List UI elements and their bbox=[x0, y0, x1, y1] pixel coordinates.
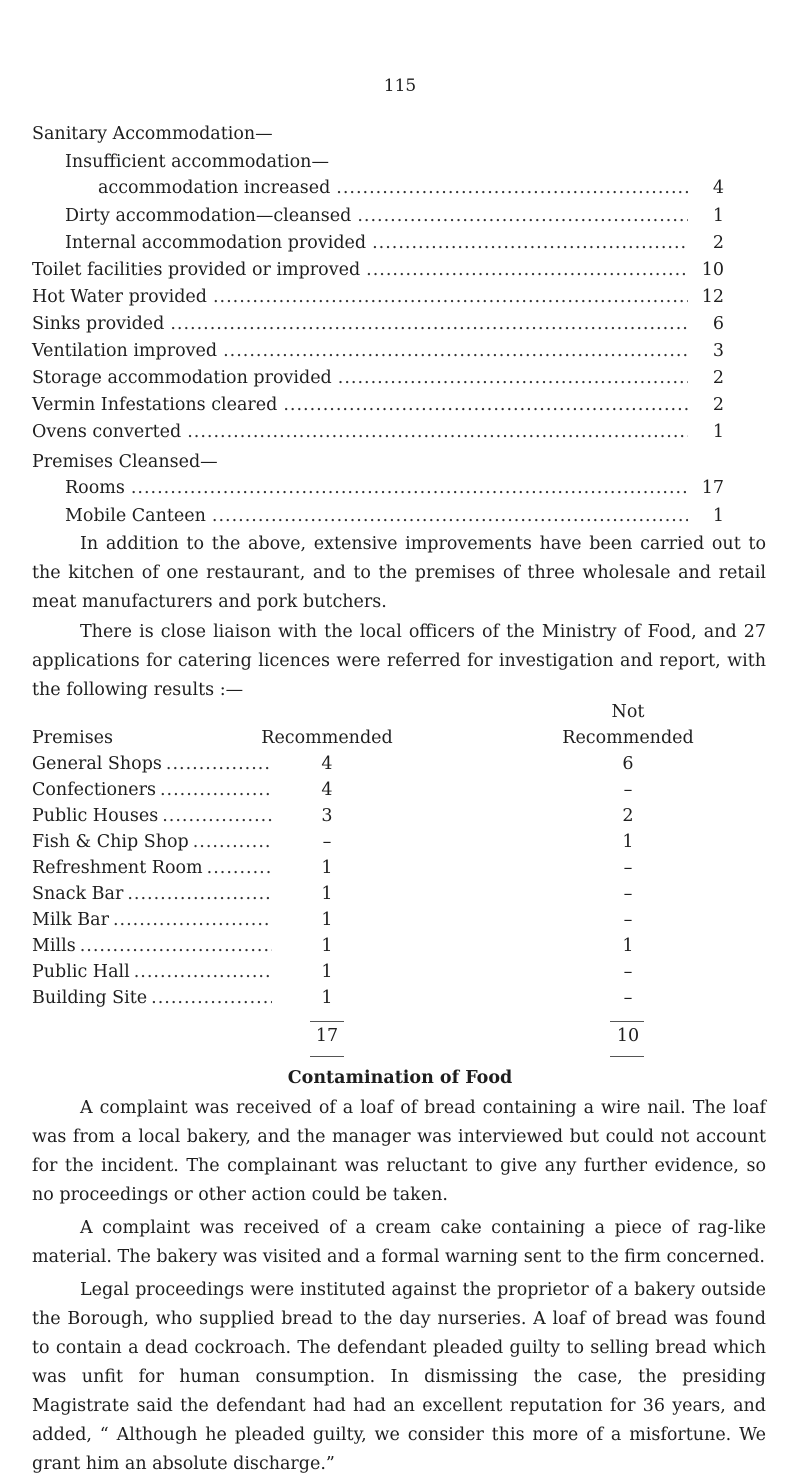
item-label: Ovens converted bbox=[32, 422, 182, 442]
item-label: Dirty accommodation—cleansed bbox=[65, 206, 352, 226]
item-value: 3 bbox=[712, 341, 724, 361]
premises-cell: Snack Bar bbox=[32, 884, 124, 904]
list-item bbox=[32, 260, 724, 288]
item-value: 4 bbox=[712, 178, 724, 198]
list-item bbox=[32, 287, 724, 315]
header-premises: Premises bbox=[32, 728, 114, 748]
improvements-text: In addition to the above, extensive improvements have been carried out to the kitchen of one restaurant, and to the premises of three wholesale and retail meat manufacturers and pork butchers. bbox=[32, 534, 766, 612]
item-label: accommodation increased bbox=[98, 178, 331, 198]
insufficient-subheading: Insufficient accommodation— bbox=[65, 152, 329, 172]
table-row bbox=[32, 806, 772, 832]
item-label: Vermin Infestations cleared bbox=[32, 395, 278, 415]
recommended-cell: 4 bbox=[321, 754, 333, 774]
total-not-recommended: 10 bbox=[616, 1026, 640, 1046]
premises-cell: Milk Bar bbox=[32, 910, 109, 930]
not-recommended-cell: 2 bbox=[622, 806, 634, 826]
contamination-paragraph-1 bbox=[32, 1094, 766, 1210]
list-item bbox=[65, 206, 724, 234]
item-value: 12 bbox=[701, 287, 724, 307]
recommended-cell: – bbox=[322, 832, 332, 852]
liaison-text: There is close liaison with the local officers of the Ministry of Food, and 27 applications for catering licences were referred for investigation and report, with the following results :— bbox=[32, 622, 766, 700]
item-value: 1 bbox=[712, 422, 724, 442]
not-recommended-cell: – bbox=[623, 988, 633, 1008]
header-recommended: Recommended bbox=[261, 728, 393, 748]
list-item bbox=[32, 368, 724, 396]
list-item bbox=[32, 422, 724, 450]
item-label: Storage accommodation provided bbox=[32, 368, 332, 388]
not-recommended-cell: 1 bbox=[622, 936, 634, 956]
not-recommended-cell: – bbox=[623, 780, 633, 800]
item-value: 1 bbox=[712, 206, 724, 226]
premises-cell: Mills bbox=[32, 936, 76, 956]
liaison-paragraph bbox=[32, 618, 766, 705]
table-row bbox=[32, 780, 772, 806]
recommended-cell: 1 bbox=[321, 858, 333, 878]
item-label: Toilet facilities provided or improved bbox=[32, 260, 361, 280]
contamination-paragraph-2 bbox=[32, 1214, 766, 1272]
list-item bbox=[32, 341, 724, 369]
table-header bbox=[32, 728, 772, 754]
sanitary-heading: Sanitary Accommodation— bbox=[32, 124, 273, 144]
improvements-paragraph bbox=[32, 530, 766, 617]
table-row bbox=[32, 962, 772, 988]
header-not-recommended: Recommended bbox=[562, 728, 694, 748]
table-row bbox=[32, 754, 772, 780]
premises-cell: Public Houses bbox=[32, 806, 159, 826]
recommended-cell: 1 bbox=[321, 936, 333, 956]
item-value: 2 bbox=[712, 368, 724, 388]
total-rule-recommended-top bbox=[310, 1021, 344, 1022]
table-row bbox=[32, 858, 772, 884]
premises-cell: Fish & Chip Shop bbox=[32, 832, 189, 852]
total-rule-not-top bbox=[610, 1021, 644, 1022]
list-item bbox=[65, 233, 724, 261]
not-recommended-cell: 1 bbox=[622, 832, 634, 852]
header-not-line1: Not bbox=[611, 702, 645, 722]
list-item bbox=[32, 395, 724, 423]
table-row bbox=[32, 832, 772, 858]
list-item bbox=[98, 178, 724, 206]
table-row bbox=[32, 988, 772, 1014]
item-label: Hot Water provided bbox=[32, 287, 207, 307]
contamination-text-3: Legal proceedings were instituted against the proprietor of a bakery outside the Borough, who supplied bread to the day nurseries. A loaf of bread was found to contain a dead cockroach. The defendant pleaded guilty to selling bread which was unfit for human consumption. In dismissing the case, the presiding Magistrate said the defendant had had an excellent reputation for 36 years, and added, “ Although he pleaded guilty, we consider this more of a misfortune. We grant him an absolute discharge.” bbox=[32, 1280, 766, 1474]
item-value: 2 bbox=[712, 395, 724, 415]
contamination-text-1: A complaint was received of a loaf of bread containing a wire nail. The loaf was from a local bakery, and the manager was interviewed but could not account for the incident. The complainant was reluctant to give any further evidence, so no proceedings or other action could be taken. bbox=[32, 1098, 766, 1205]
total-rule-not-bottom bbox=[610, 1056, 644, 1057]
table-row bbox=[32, 936, 772, 962]
item-value: 1 bbox=[712, 506, 724, 526]
list-item bbox=[65, 478, 724, 506]
table-row bbox=[32, 910, 772, 936]
recommended-cell: 1 bbox=[321, 962, 333, 982]
recommended-cell: 1 bbox=[321, 910, 333, 930]
premises-cell: General Shops bbox=[32, 754, 162, 774]
contamination-text-2: A complaint was received of a cream cake containing a piece of rag-like material. The bakery was visited and a formal warning sent to the firm concerned. bbox=[32, 1218, 766, 1267]
recommended-cell: 1 bbox=[321, 988, 333, 1008]
premises-cell: Confectioners bbox=[32, 780, 156, 800]
table-header-top bbox=[32, 702, 772, 728]
item-value: 6 bbox=[712, 314, 724, 334]
premises-cleansed-heading: Premises Cleansed— bbox=[32, 452, 218, 472]
premises-cell: Building Site bbox=[32, 988, 148, 1008]
item-label: Internal accommodation provided bbox=[65, 233, 367, 253]
recommended-cell: 1 bbox=[321, 884, 333, 904]
page-number: 115 bbox=[383, 76, 417, 96]
not-recommended-cell: – bbox=[623, 858, 633, 878]
list-item bbox=[32, 314, 724, 342]
item-label: Rooms bbox=[65, 478, 125, 498]
item-label: Ventilation improved bbox=[32, 341, 218, 361]
not-recommended-cell: – bbox=[623, 962, 633, 982]
item-label: Sinks provided bbox=[32, 314, 165, 334]
item-label: Mobile Canteen bbox=[65, 506, 206, 526]
premises-cell: Refreshment Room bbox=[32, 858, 203, 878]
recommended-cell: 3 bbox=[321, 806, 333, 826]
contamination-heading: Contamination of Food bbox=[287, 1068, 513, 1088]
total-rule-recommended-bottom bbox=[310, 1056, 344, 1057]
not-recommended-cell: – bbox=[623, 910, 633, 930]
item-value: 2 bbox=[712, 233, 724, 253]
item-value: 17 bbox=[701, 478, 724, 498]
total-recommended: 17 bbox=[315, 1026, 339, 1046]
not-recommended-cell: – bbox=[623, 884, 633, 904]
not-recommended-cell: 6 bbox=[622, 754, 634, 774]
recommended-cell: 4 bbox=[321, 780, 333, 800]
contamination-paragraph-3 bbox=[32, 1276, 766, 1479]
table-row bbox=[32, 884, 772, 910]
table-total-row bbox=[32, 1026, 772, 1052]
item-value: 10 bbox=[701, 260, 724, 280]
premises-cell: Public Hall bbox=[32, 962, 130, 982]
